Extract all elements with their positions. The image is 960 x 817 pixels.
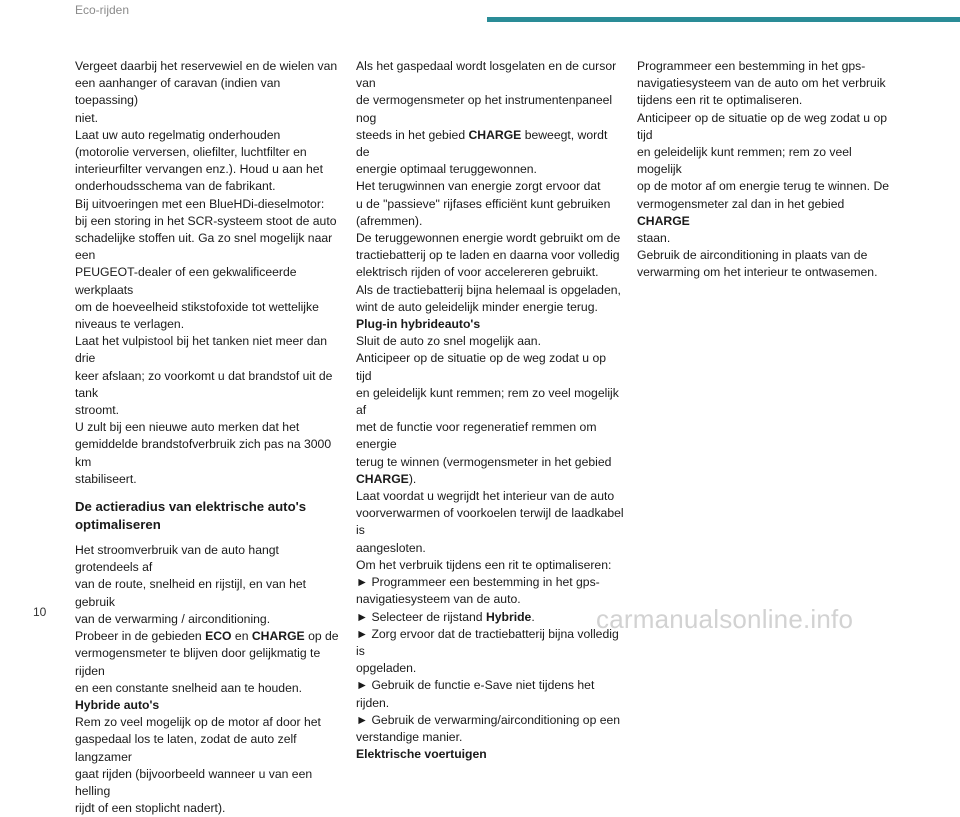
paragraph: Anticipeer op de situatie op de weg zodat u op tijd en geleidelijk kunt remmen; rem zo veel mogelijk op de motor af om energie terug te winnen. De vermogensmeter zal dan in het gebied CHARGE staan.	[637, 110, 890, 246]
paragraph: Het terugwinnen van energie zorgt ervoor dat u de "passieve" rijfases efficiënt kunt gebruiken (afremmen). De teruggewonnen energie wordt gebruikt om de tractiebatterij op te laden en daarna voor volledig elektrisch rijden of voor accelereren gebruikt. Als de tractiebatterij bijna helemaal is opgeladen, wint de auto geleidelijk minder energie terug.	[356, 179, 621, 314]
bullet-item: ► Gebruik de functie e-Save niet tijdens het rijden.	[356, 678, 595, 710]
paragraph: Gebruik de airconditioning in plaats van de verwarming om het interieur te ontwasemen.	[637, 248, 878, 280]
bullet-item: ► Gebruik de verwarming/airconditioning op een verstandige manier.	[356, 712, 621, 744]
bullet-item: ► Programmeer een bestemming in het gps- navigatiesysteem van de auto.	[356, 575, 600, 607]
page-number: 10	[33, 605, 47, 619]
paragraph: Programmeer een bestemming in het gps- navigatiesysteem van de auto om het verbruik tijdens een rit te optimaliseren.	[637, 59, 886, 108]
subheading: Plug-in hybrideauto's	[356, 317, 481, 332]
paragraph: Laat voordat u wegrijdt het interieur van de auto voorverwarmen of voorkoelen terwijl de laadkabel is aangesloten. Om het verbruik tijdens een rit te optimaliseren:	[356, 489, 624, 572]
paragraph: Als het gaspedaal wordt losgelaten en de cursor van de vermogensmeter op het instrumentenpaneel nog steeds in het gebied CHARGE beweegt, wordt de energie optimaal teruggewonnen.	[356, 59, 617, 177]
column-left	[75, 58, 345, 817]
paragraph: Vergeet daarbij het reservewiel en de wielen van een aanhanger of caravan (indien van toepassing) niet. Laat uw auto regelmatig onderhouden (motorolie verversen, oliefilter, luchtfilter en interieurfilter vervangen enz.). Houd u aan het onderhoudsschema van de fabrikant. Bij uitvoeringen met een BlueHDi-dieselmotor: bij een storing in het SCR-systeem stoot de auto schadelijke stoffen uit. Ga zo snel mogelijk naar een PEUGEOT-dealer of een gekwalificeerde werkplaats om de hoeveelheid stikstofoxide tot wettelijke niveaus te verlagen. Laat het vulpistool bij het tanken niet meer dan drie keer afslaan; zo voorkomt u dat brandstof uit de tank stroomt. U zult bij een nieuwe auto merken dat het gemiddelde brandstofverbruik zich pas na 3000 km stabiliseert.	[75, 59, 338, 486]
paragraph: Rem zo veel mogelijk op de motor af door het gaspedaal los te laten, zodat de auto zelf langzamer gaat rijden (bijvoorbeeld wanneer u van een helling rijdt of een stoplicht nadert).	[75, 715, 321, 816]
column-right	[637, 58, 895, 282]
subheading: Hybride auto's	[75, 697, 160, 712]
section-heading: De actieradius van elektrische auto's optimaliseren	[75, 499, 307, 533]
subheading: Elektrische voertuigen	[356, 747, 487, 762]
bullet-item: ► Selecteer de rijstand Hybride.	[356, 609, 535, 624]
header-accent-bar	[487, 17, 960, 22]
paragraph: Het stroomverbruik van de auto hangt grotendeels af van de route, snelheid en rijstijl, en van het gebruik van de verwarming / airconditioning.	[75, 543, 307, 626]
paragraph: Probeer in de gebieden ECO en CHARGE op de vermogensmeter te blijven door gelijkmatig te rijden en een constante snelheid aan te houden.	[75, 629, 339, 695]
bullet-item: ► Zorg ervoor dat de tractiebatterij bijna volledig is opgeladen.	[356, 626, 619, 676]
column-middle	[356, 58, 624, 763]
running-header: Eco-rijden	[75, 3, 130, 17]
watermark: carmanualsonline.info	[596, 604, 854, 634]
paragraph: Sluit de auto zo snel mogelijk aan. Anticipeer op de situatie op de weg zodat u op tijd en geleidelijk kunt remmen; rem zo veel mogelijk af met de functie voor regeneratief remmen om energie terug te winnen (vermogensmeter in het gebied CHARGE).	[356, 334, 619, 486]
